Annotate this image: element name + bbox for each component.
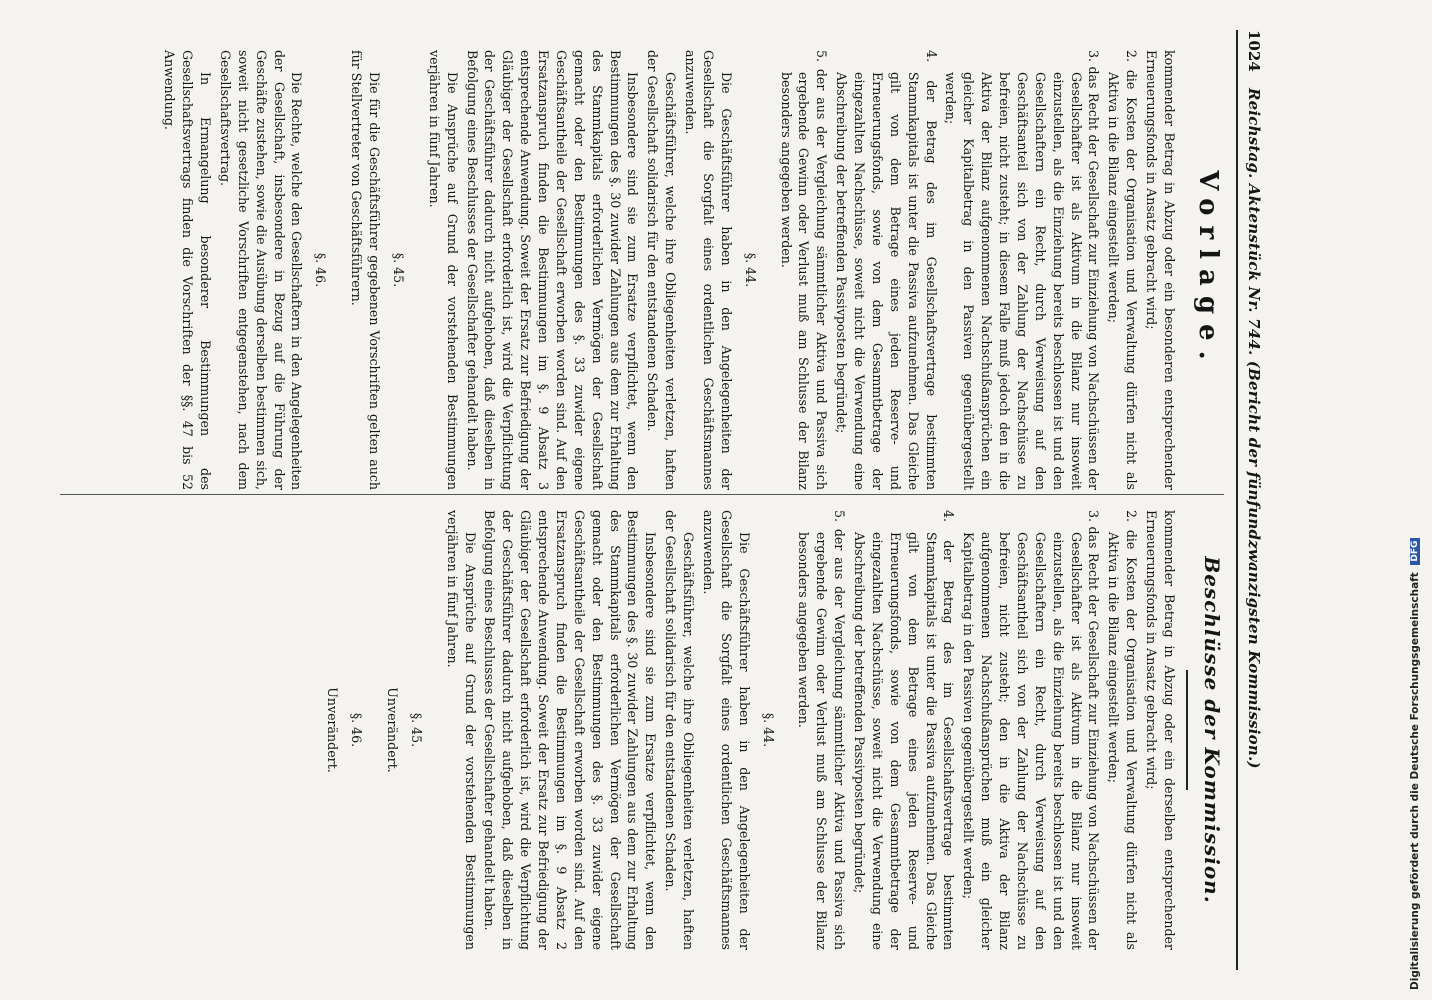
left-paragraph: Die Ansprüche auf Grund der vorstehenden Bestimmungen verjähren in fünf Jahren.: [426, 50, 460, 490]
right-item: 3. das Recht der Gesellschaft zur Einziehung von Nachschüssen der Gesellschafter ist als Aktivum in die Bilanz nur insoweit einzustellen, als die Einziehung bereits beschlossen ist und den Gesellschaftern ein Recht, durch Verweisung auf den Geschäftsantheil sich von der Zahlung der Nachschüsse zu befreien, nicht zusteht; den in die Aktiva der Bilanz aufgenommenen Nachschußansprüchen muß ein gleicher Kapitalbetrag in den Passiven gegenübergestellt werden;: [961, 510, 1102, 950]
left-paragraph: Insbesondere sind sie zum Ersatze verpflichtet, wenn den Bestimmungen des §. 30 zuwider Zahlungen aus dem zur Erhaltung des Stammkapitals erforderlichen Vermögen der Gesellschaft gemacht oder den Bestimmungen des §. 33 zuwider eigene Geschäftsantheile der Gesellschaft erworben worden sind. Auf den Ersatzanspruch finden die Bestimmungen im §. 9 Absatz 3 entsprechende Anwendung. Soweit der Ersatz zur Befriedigung der Gläubiger der Gesellschaft erforderlich ist, wird die Verpflichtung der Geschäftsführer dadurch nicht aufgehoben, daß dieselben in Befolgung eines Beschlusses der Gesellschafter gehandelt haben.: [464, 50, 641, 490]
left-item: 3. das Recht der Gesellschaft zur Einziehung von Nachschüssen der Gesellschafter ist als Aktivum in die Bilanz nur insoweit einzustellen, als die Einziehung bereits beschlossen ist und den Gesellschaftern ein Recht, durch Verweisung auf den Geschäftsanteil sich von der Zahlung der Nachschüsse zu befreien, nicht zusteht; in diesem Falle muß jedoch den in die Aktiva der Bilanz aufgenommenen Nachschußansprüchen ein gleicher Kapitalbetrag in den Passiven gegenübergestellt werden;: [943, 50, 1102, 490]
left-section-title: §. 44.: [742, 252, 758, 288]
right-paragraph: Insbesondere sind sie zum Ersatze verpflichtet, wenn den Bestimmungen des §. 30 zuwider Zahlungen aus dem zur Erhaltung des Stammkapitals erforderlichen Vermögen der Gesellschaft gemacht oder den Bestimmungen des §. 33 zuwider eigene Geschäftsantheile der Gesellschaft erworben worden sind. Auf den Ersatzanspruch finden die Bestimmungen im §. 9 Absatz 2 entsprechende Anwendung. Soweit der Ersatz zur Befriedigung der Gläubiger der Gesellschaft erforderlich ist, wird die Verpflichtung der Geschäftsführer dadurch nicht aufgehoben, daß dieselben in Befolgung eines Beschlusses der Gesellschafter gehandelt haben.: [482, 510, 659, 950]
right-item: 5. der aus der Vergleichung sämmtlicher Aktiva und Passiva sich ergebende Gewinn oder Verlust muß am Schlusse der Bilanz besonders angegeben werden.: [796, 510, 848, 950]
left-section-title: §. 46.: [313, 252, 329, 288]
left-column: [159, 50, 1179, 490]
right-column: [309, 510, 1178, 950]
left-column-heading: Vorlage.: [1193, 170, 1223, 370]
unchanged-note: Unverändert.: [385, 687, 400, 773]
right-item: 2. die Kosten der Organisation und Verwaltung dürfen nicht als Aktiva in die Bilanz eingestellt werden;: [1106, 510, 1140, 950]
dfg-logo: DFG: [1410, 538, 1420, 565]
running-title: Reichstag. Aktenstück Nr. 744. (Bericht der fünfundzwanzigsten Kommission.): [1245, 88, 1263, 769]
left-section-title: §. 45.: [391, 252, 406, 288]
left-paragraph: Die Rechte, welche den Gesellschaftern in den Angelegenheiten der Gesellschaft, insbesondere in Bezug auf die Führung der Geschäfte zustehen, sowie die Ausübung derselben bestimmen sich, soweit nicht gesetzliche Vorschriften entgegenstehen, nach dem Gesellschaftsvertrag.: [218, 50, 305, 490]
left-intro: kommender Betrag in Abzug oder ein besonderen entsprechender Erneuerungsfonds in Ansatz gebracht wird;: [1144, 50, 1177, 490]
right-paragraph: Die Ansprüche auf Grund der vorstehenden Bestimmungen verjähren in fünf Jahren.: [444, 510, 478, 950]
unchanged-note: Unverändert.: [325, 687, 341, 773]
right-item: 4. der Betrag des im Gesellschaftsvertrage bestimmten Stammkapitals ist unter die Passiva aufzunehmen. Das Gleiche gilt von dem Betrage eines jeden Reserve- und Erneuerungsfonds, sowie von dem Gesammtbetrage der eingezahlten Nachschüsse, soweit nicht die Verwendung eine Abschreibung der betreffenden Passivposten begründet;: [852, 510, 957, 950]
right-paragraph: Die Geschäftsführer haben in den Angelegenheiten der Gesellschaft die Sorgfalt eines ordentlichen Geschäftsmannes anzuwenden.: [701, 510, 752, 950]
right-column-heading: Beschlüsse der Kommission.: [1186, 510, 1226, 950]
funding-note: Digitalisierung gefördert durch die Deutsche Forschungsgemeinschaft: [1409, 572, 1421, 990]
left-item: 5. der aus der Vergleichung sämmtlicher Aktiva und Passiva sich ergebende Gewinn oder Verlust muß am Schlusse der Bilanz besonders angegeben werden.: [778, 50, 830, 490]
left-item: 2. die Kosten der Organisation und Verwaltung dürfen nicht als Aktiva in die Bilanz eingestellt werden;: [1106, 50, 1140, 490]
page-number: 1024: [1245, 30, 1263, 72]
left-paragraph: Geschäftsführer, welche ihre Obliegenheiten verletzen, haften der Gesellschaft solidarisch für den entstandenen Schaden.: [645, 50, 679, 490]
right-paragraph: Geschäftsführer, welche ihre Obliegenheiten verletzen, haften der Gesellschaft solidarisch für den entstandenen Schaden.: [663, 510, 697, 950]
left-paragraph: In Ermangelung besonderer Bestimmungen des Gesellschaftsvertrags finden die Vorschriften der §§. 47 bis 52 Anwendung.: [162, 50, 214, 490]
right-intro: kommender Betrag in Abzug oder ein derselben entsprechender Erneuerungsfonds in Ansatz gebracht wird;: [1144, 510, 1177, 950]
digitization-note: [1409, 538, 1421, 990]
right-section-title: §. 46.: [349, 712, 365, 748]
header-rule: [1236, 30, 1238, 970]
page-header: [1242, 30, 1264, 970]
left-item: 4. der Betrag des im Gesellschaftsvertrage bestimmten Stammkapitals ist unter die Passiva aufzunehmen. Das Gleiche gilt von dem Betrage eines jeden Reserve- und Erneuerungsfonds, sowie von dem Gesammtbetrage der eingezahlten Nachschüsse, soweit nicht die Verwendung eine Abschreibung der betreffenden Passivposten begründet;: [834, 50, 939, 490]
left-paragraph: Die für die Geschäftsführer gegebenen Vorschriften gelten auch für Stellvertreter von Geschäftsführern.: [349, 50, 383, 490]
right-section-title: §. 45.: [408, 712, 424, 748]
right-section-title: §. 44.: [760, 712, 776, 748]
column-divider: [60, 494, 1224, 495]
left-paragraph: Die Geschäftsführer haben in den Angelegenheiten der Gesellschaft die Sorgfalt eines ordentlichen Geschäftsmannes anzuwenden.: [683, 50, 734, 490]
